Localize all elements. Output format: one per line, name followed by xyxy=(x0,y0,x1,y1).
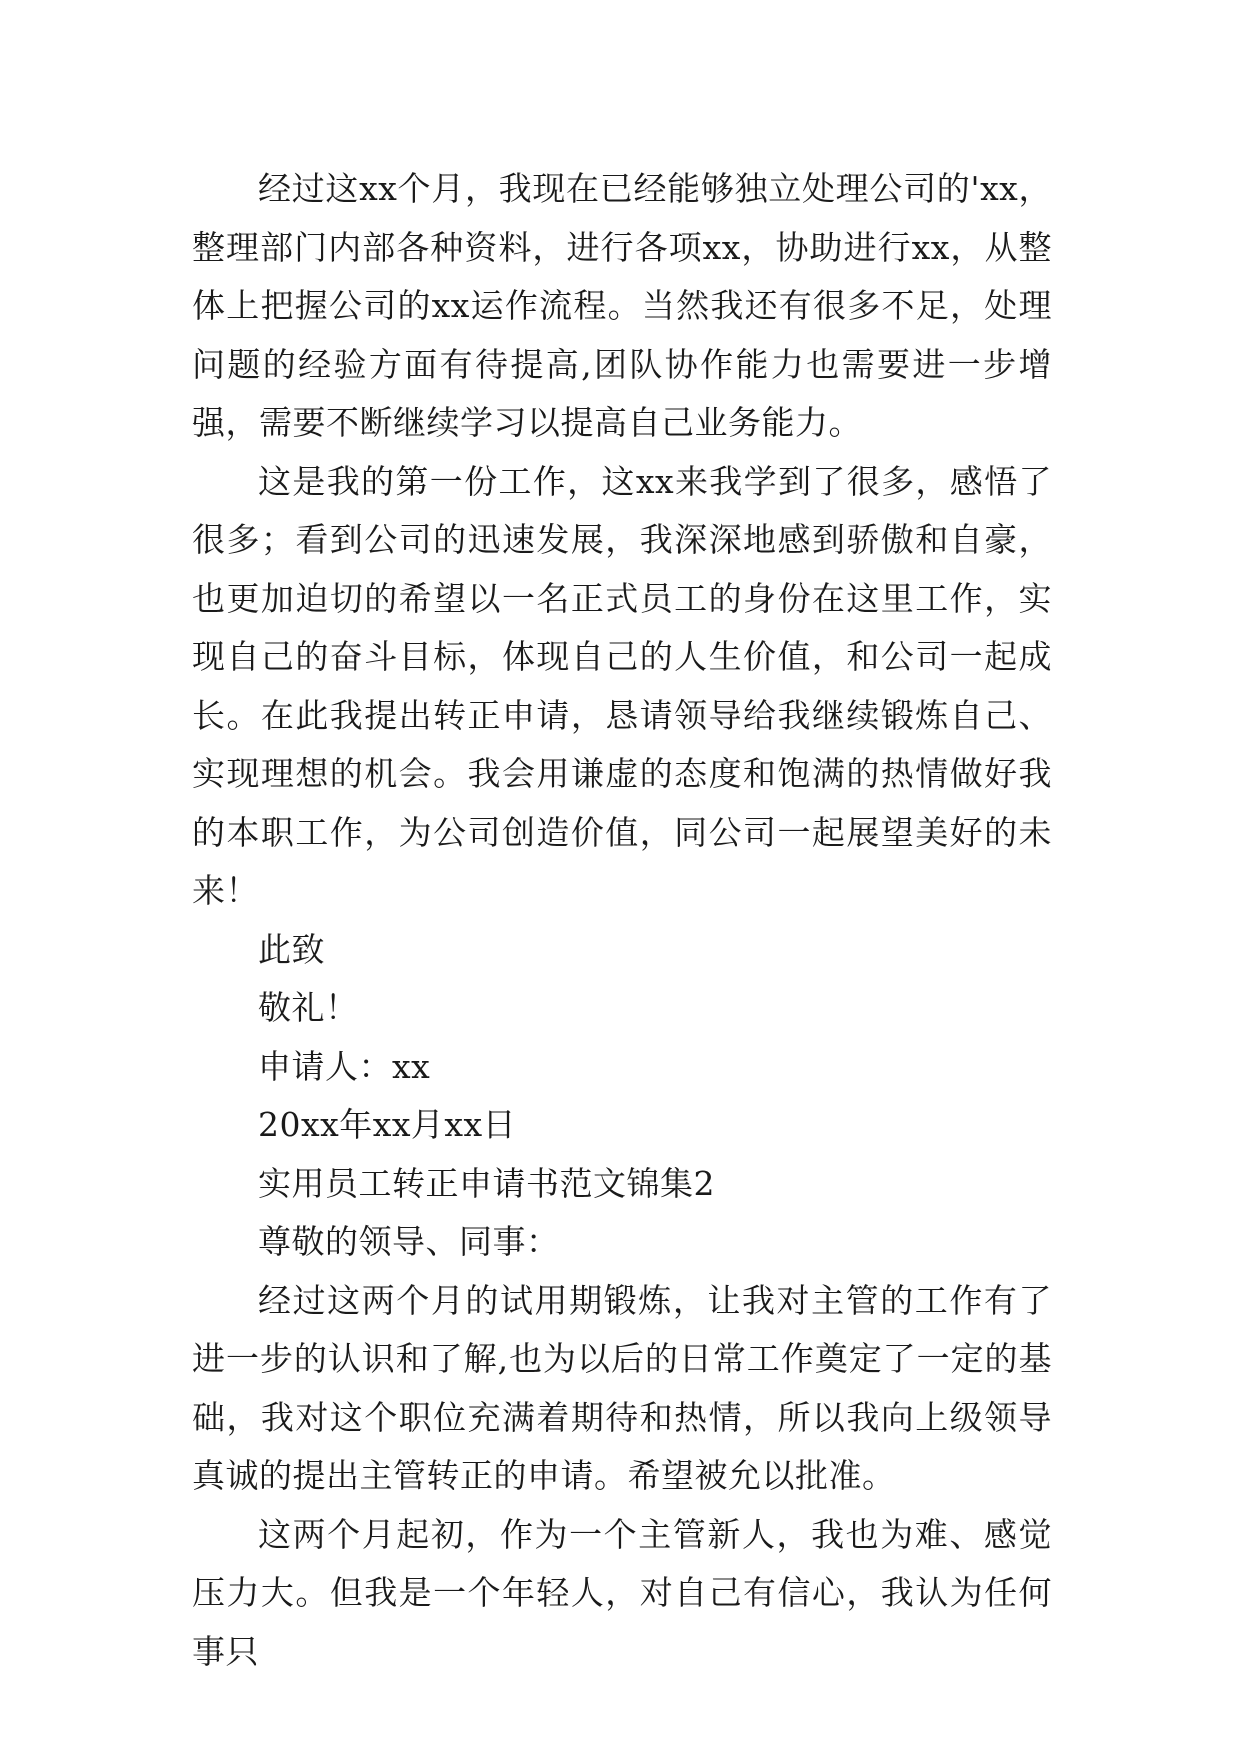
date-line: 20xx年xx月xx日 xyxy=(258,1105,517,1144)
document-body xyxy=(192,160,1052,1681)
greeting: 尊敬的领导、同事： xyxy=(258,1222,560,1261)
body-paragraph-3: 经过这两个月的试用期锻炼，让我对主管的工作有了进一步的认识和了解,也为以后的日常工作奠定了一定的基础，我对这个职位充满着期待和热情，所以我向上级领导真诚的提出主管转正的申请。希望被允以批准。 xyxy=(192,1280,1052,1495)
body-paragraph-4: 这两个月起初，作为一个主管新人，我也为难、感觉压力大。但我是一个年轻人，对自己有信心，我认为任何事只 xyxy=(192,1514,1052,1671)
closing-phrase: 此致 xyxy=(258,929,325,969)
applicant-signature: 申请人：xx xyxy=(258,1046,431,1086)
body-paragraph-1: 经过这xx个月，我现在已经能够独立处理公司的'xx，整理部门内部各种资料，进行各项xx，协助进行xx，从整体上把握公司的xx运作流程。当然我还有很多不足，处理问题的经验方面有待提高,团队协作能力也需要进一步增强，需要不断继续学习以提高自己业务能力。 xyxy=(192,169,1052,442)
section-title: 实用员工转正申请书范文锦集2 xyxy=(258,1163,715,1203)
body-paragraph-2: 这是我的第一份工作，这xx来我学到了很多，感悟了很多；看到公司的迅速发展，我深深地感到骄傲和自豪，也更加迫切的希望以一名正式员工的身份在这里工作，实现自己的奋斗目标，体现自己的人生价值，和公司一起成长。在此我提出转正申请，恳请领导给我继续锻炼自己、实现理想的机会。我会用谦虚的态度和饱满的热情做好我的本职工作，为公司创造价值，同公司一起展望美好的未来！ xyxy=(192,461,1052,910)
salutation: 敬礼！ xyxy=(258,988,359,1027)
